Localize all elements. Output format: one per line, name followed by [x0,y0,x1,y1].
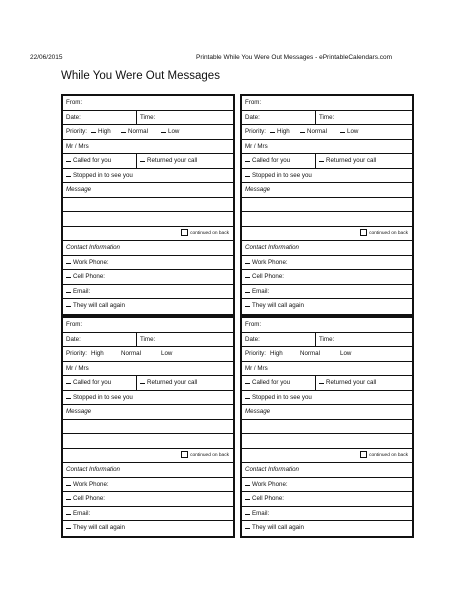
date-label: Date: [66,335,81,343]
contact-label: Contact Information [245,466,299,473]
print-date: 22/06/2015 [30,54,63,61]
from-label: From: [245,99,262,106]
priority-row[interactable] [63,125,233,140]
checkbox-mark-icon[interactable] [245,395,250,399]
checkbox-mark-icon[interactable] [161,129,166,133]
checkbox-mark-icon[interactable] [66,173,71,177]
continued-label: continued on back [190,230,229,236]
message-line[interactable] [63,212,233,227]
message-line[interactable] [63,198,233,213]
called-label: Called for you [73,157,112,164]
time-label: Time: [319,335,335,343]
contact-row [63,463,233,478]
mr-mrs-label: Mr / Mrs [245,364,268,372]
checkbox-mark-icon[interactable] [140,380,145,384]
work-phone-label: Work Phone: [73,258,109,266]
checkbox-mark-icon[interactable] [245,289,250,293]
priority-low[interactable]: Low [168,128,180,135]
message-line[interactable] [242,212,412,227]
email-row[interactable] [63,507,233,522]
mr-mrs-label: Mr / Mrs [245,142,268,150]
priority-high[interactable]: High [98,128,111,135]
message-line[interactable] [242,434,412,449]
stopped-label: Stopped in to see you [73,393,133,401]
priority-normal[interactable]: Normal [300,350,320,357]
checkbox-mark-icon[interactable] [140,158,145,162]
returned-label: Returned your call [326,379,377,386]
print-header-title: Printable While You Were Out Messages - ePrintableCalendars.com [196,54,393,61]
message-row [242,405,412,420]
mr-mrs-label: Mr / Mrs [66,364,89,372]
called-row[interactable] [242,376,412,391]
message-row [242,183,412,198]
checkbox-mark-icon[interactable] [66,482,71,486]
call-again-label: They will call again [252,524,304,531]
document-title: While You Were Out Messages [61,70,220,82]
priority-label: Priority: [66,350,87,357]
work-phone-label: Work Phone: [252,480,288,488]
message-line[interactable] [242,420,412,435]
continued-label: continued on back [190,452,229,458]
checkbox-mark-icon[interactable] [66,380,71,384]
priority-label: Priority: [245,128,266,135]
returned-label: Returned your call [147,157,198,164]
called-row[interactable] [242,154,412,169]
checkbox-mark-icon[interactable] [245,303,250,307]
continued-checkbox[interactable] [181,451,188,458]
message-line[interactable] [242,198,412,213]
stopped-row[interactable] [63,391,233,406]
checkbox-mark-icon[interactable] [245,260,250,264]
contact-row [63,241,233,256]
checkbox-mark-icon[interactable] [66,158,71,162]
mr-mrs-row[interactable] [63,140,233,155]
priority-normal[interactable]: Normal [307,128,327,135]
date-label: Date: [245,113,260,121]
call-again-row[interactable] [63,521,233,536]
cell-phone-label: Cell Phone: [73,273,105,280]
message-line[interactable] [242,227,412,242]
call-again-label: They will call again [73,524,125,531]
called-label: Called for you [252,157,291,164]
checkbox-mark-icon[interactable] [245,511,250,515]
call-again-label: They will call again [252,302,304,309]
checkbox-mark-icon[interactable] [66,395,71,399]
from-row[interactable] [242,96,412,111]
from-label: From: [66,321,83,328]
priority-high[interactable]: High [270,350,283,357]
continued-checkbox[interactable] [360,451,367,458]
checkbox-mark-icon[interactable] [300,129,305,133]
contact-label: Contact Information [245,244,299,251]
cell-phone-label: Cell Phone: [252,495,284,502]
date-label: Date: [245,335,260,343]
time-label: Time: [140,113,156,121]
called-row[interactable] [63,376,233,391]
email-row[interactable] [63,285,233,300]
stopped-label: Stopped in to see you [252,171,312,179]
continued-checkbox[interactable] [181,229,188,236]
message-line[interactable] [242,449,412,464]
checkbox-mark-icon[interactable] [66,511,71,515]
date-time-row[interactable] [242,111,412,126]
checkbox-mark-icon[interactable] [270,129,275,133]
date-time-row[interactable] [63,111,233,126]
checkbox-mark-icon[interactable] [245,173,250,177]
contact-label: Contact Information [66,244,120,251]
priority-normal[interactable]: Normal [128,128,148,135]
priority-row[interactable] [242,125,412,140]
priority-row[interactable] [63,347,233,362]
time-label: Time: [140,335,156,343]
checkbox-mark-icon[interactable] [66,289,71,293]
message-card [61,94,235,316]
checkbox-mark-icon[interactable] [66,496,71,500]
called-label: Called for you [252,379,291,386]
message-card [240,316,414,538]
cell-phone-row[interactable] [242,270,412,285]
call-again-row[interactable] [63,299,233,314]
checkbox-mark-icon[interactable] [319,380,324,384]
continued-checkbox[interactable] [360,229,367,236]
message-line[interactable] [63,420,233,435]
call-again-row[interactable] [242,299,412,314]
mr-mrs-label: Mr / Mrs [66,142,89,150]
checkbox-mark-icon[interactable] [245,496,250,500]
priority-label: Priority: [66,128,87,135]
stopped-row[interactable] [242,391,412,406]
priority-row[interactable] [242,347,412,362]
email-label: Email: [73,509,91,517]
work-phone-row[interactable] [63,478,233,493]
email-label: Email: [252,287,270,295]
checkbox-mark-icon[interactable] [245,525,250,529]
call-again-row[interactable] [242,521,412,536]
checkbox-mark-icon[interactable] [245,274,250,278]
message-label: Message [66,408,92,415]
work-phone-row[interactable] [242,478,412,493]
returned-label: Returned your call [326,157,377,164]
email-label: Email: [252,509,270,517]
checkbox-mark-icon[interactable] [340,129,345,133]
work-phone-row[interactable] [242,256,412,271]
priority-label: Priority: [245,350,266,357]
checkbox-mark-icon[interactable] [245,380,250,384]
message-line[interactable] [63,434,233,449]
stopped-label: Stopped in to see you [252,393,312,401]
priority-low[interactable]: Low [340,350,352,357]
date-label: Date: [66,113,81,121]
message-row [63,405,233,420]
checkbox-mark-icon[interactable] [245,158,250,162]
checkbox-mark-icon[interactable] [66,260,71,264]
cell-phone-row[interactable] [63,270,233,285]
from-row[interactable] [63,96,233,111]
checkbox-mark-icon[interactable] [66,303,71,307]
stopped-row[interactable] [242,169,412,184]
mr-mrs-row[interactable] [63,362,233,377]
time-label: Time: [319,113,335,121]
priority-high[interactable]: High [91,350,104,357]
message-label: Message [245,408,271,415]
priority-high[interactable]: High [277,128,290,135]
checkbox-mark-icon[interactable] [319,158,324,162]
cell-phone-label: Cell Phone: [73,495,105,502]
priority-low[interactable]: Low [347,128,359,135]
date-time-row[interactable] [63,333,233,348]
message-label: Message [245,186,271,193]
contact-label: Contact Information [66,466,120,473]
message-card [61,316,235,538]
email-row[interactable] [242,285,412,300]
returned-label: Returned your call [147,379,198,386]
work-phone-row[interactable] [63,256,233,271]
from-row[interactable] [63,318,233,333]
priority-normal[interactable]: Normal [121,350,141,357]
email-row[interactable] [242,507,412,522]
date-time-row[interactable] [242,333,412,348]
work-phone-label: Work Phone: [252,258,288,266]
mr-mrs-row[interactable] [242,140,412,155]
continued-label: continued on back [369,452,408,458]
message-row [63,183,233,198]
checkbox-mark-icon[interactable] [245,482,250,486]
from-label: From: [66,99,83,106]
called-row[interactable] [63,154,233,169]
contact-row [242,463,412,478]
message-line[interactable] [63,449,233,464]
message-label: Message [66,186,92,193]
cell-phone-row[interactable] [242,492,412,507]
priority-low[interactable]: Low [161,350,173,357]
stopped-label: Stopped in to see you [73,171,133,179]
contact-row [242,241,412,256]
from-row[interactable] [242,318,412,333]
checkbox-mark-icon[interactable] [66,525,71,529]
work-phone-label: Work Phone: [73,480,109,488]
continued-label: continued on back [369,230,408,236]
cell-phone-row[interactable] [63,492,233,507]
called-label: Called for you [73,379,112,386]
checkbox-mark-icon[interactable] [91,129,96,133]
cell-phone-label: Cell Phone: [252,273,284,280]
stopped-row[interactable] [63,169,233,184]
checkbox-mark-icon[interactable] [121,129,126,133]
mr-mrs-row[interactable] [242,362,412,377]
from-label: From: [245,321,262,328]
checkbox-mark-icon[interactable] [66,274,71,278]
call-again-label: They will call again [73,302,125,309]
message-line[interactable] [63,227,233,242]
email-label: Email: [73,287,91,295]
message-card [240,94,414,316]
